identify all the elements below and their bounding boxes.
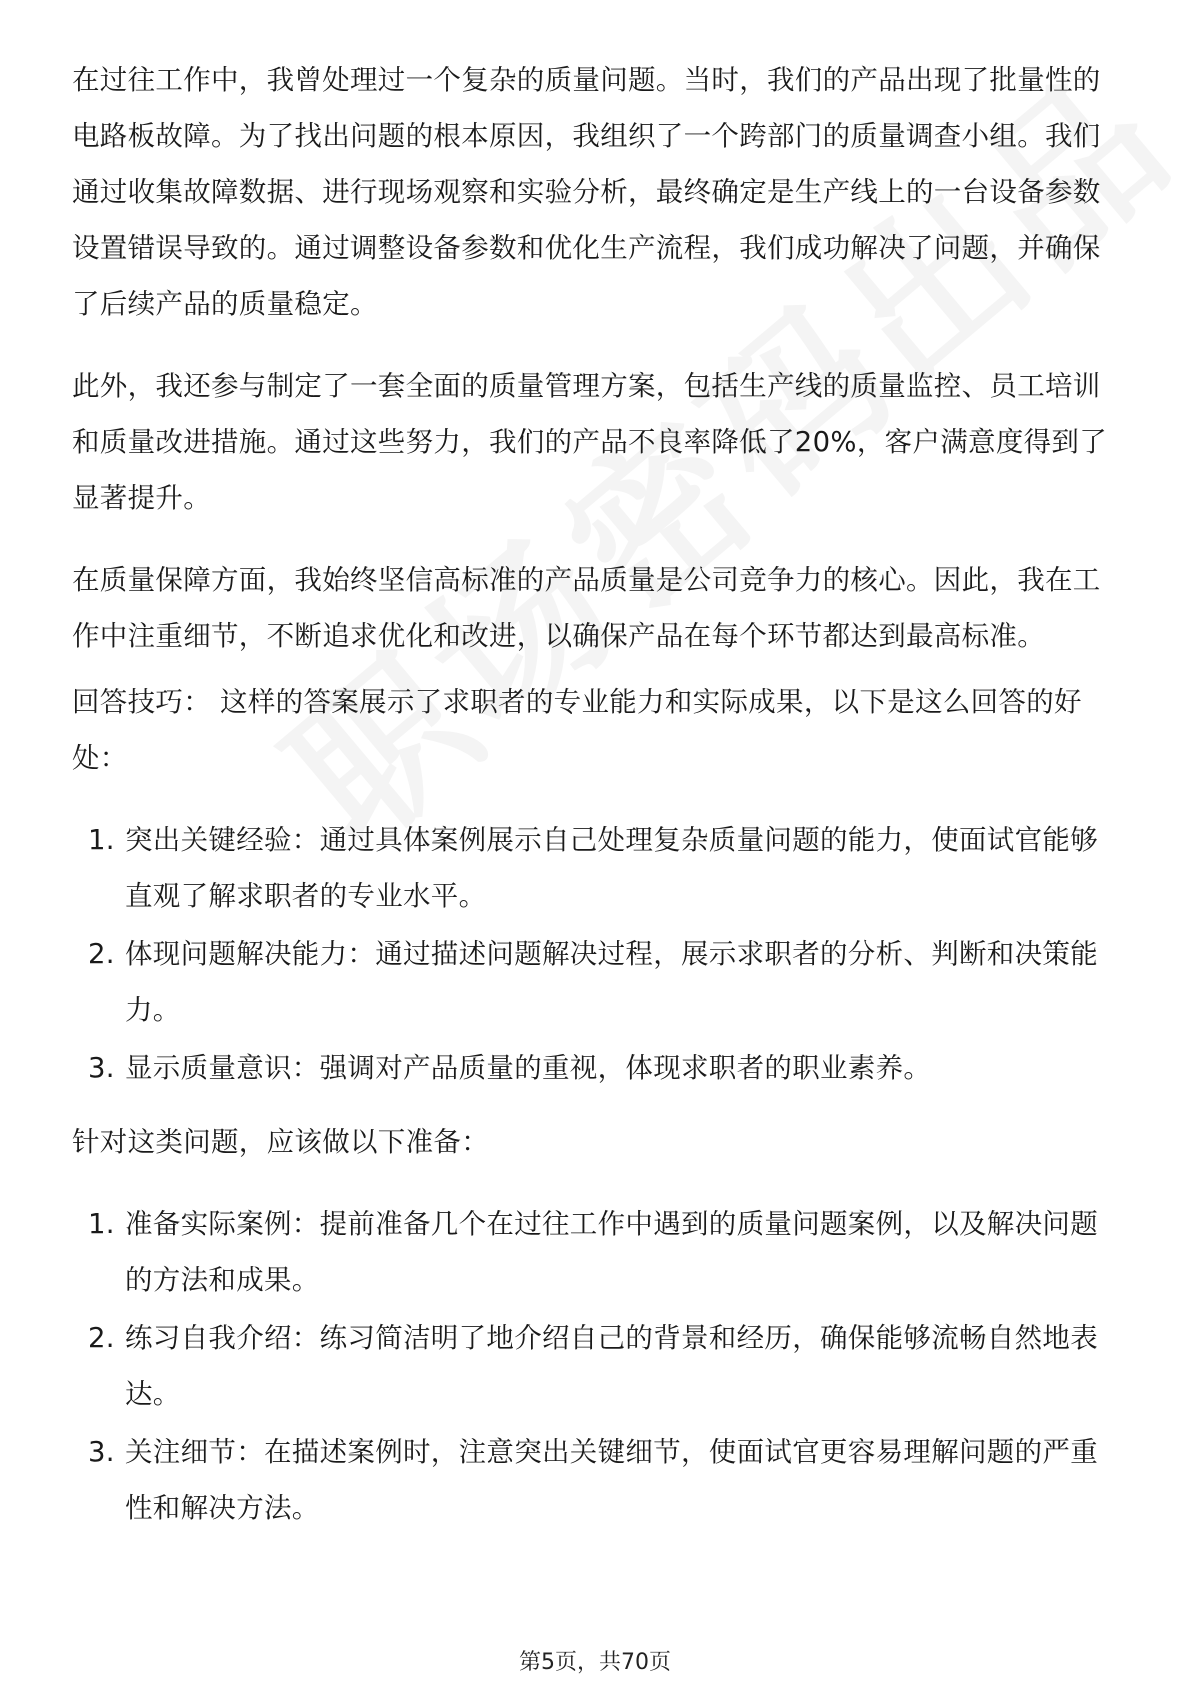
document-body	[72, 52, 1122, 1554]
prep-list	[72, 1196, 1122, 1536]
list-item	[72, 812, 1122, 924]
list-item	[72, 1310, 1122, 1422]
list-text: 突出关键经验：通过具体案例展示自己处理复杂质量问题的能力，使面试官能够直观了解求职者的专业水平。	[125, 824, 1098, 912]
list-text: 显示质量意识：强调对产品质量的重视，体现求职者的职业素养。	[125, 1052, 932, 1084]
prep-intro: 针对这类问题，应该做以下准备：	[72, 1126, 489, 1158]
paragraph-case: 在过往工作中，我曾处理过一个复杂的质量问题。当时，我们的产品出现了批量性的电路板故障。为了找出问题的根本原因，我组织了一个跨部门的质量调查小组。我们通过收集故障数据、进行现场观察和实验分析，最终确定是生产线上的一台设备参数设置错误导致的。通过调整设备参数和优化生产流程，我们成功解决了问题，并确保了后续产品的质量稳定。	[72, 64, 1101, 320]
list-text: 练习自我介绍：练习简洁明了地介绍自己的背景和经历，确保能够流畅自然地表达。	[125, 1322, 1098, 1410]
list-number: 1.	[88, 1208, 115, 1240]
list-number: 3.	[88, 1436, 115, 1468]
list-text: 准备实际案例：提前准备几个在过往工作中遇到的质量问题案例，以及解决问题的方法和成果。	[125, 1208, 1098, 1296]
tips-intro: 回答技巧： 这样的答案展示了求职者的专业能力和实际成果，以下是这么回答的好处：	[72, 686, 1082, 774]
list-number: 2.	[88, 938, 115, 970]
list-item	[72, 1040, 1122, 1096]
paragraph-assurance: 在质量保障方面，我始终坚信高标准的产品质量是公司竞争力的核心。因此，我在工作中注重细节，不断追求优化和改进，以确保产品在每个环节都达到最高标准。	[72, 564, 1101, 652]
list-number: 1.	[88, 824, 115, 856]
paragraph-management: 此外，我还参与制定了一套全面的质量管理方案，包括生产线的质量监控、员工培训和质量改进措施。通过这些努力，我们的产品不良率降低了20%，客户满意度得到了显著提升。	[72, 370, 1108, 514]
list-number: 2.	[88, 1322, 115, 1354]
list-item	[72, 1196, 1122, 1308]
list-text: 体现问题解决能力：通过描述问题解决过程，展示求职者的分析、判断和决策能力。	[125, 938, 1098, 1026]
page-footer: 第5页，共70页	[519, 1650, 671, 1675]
tips-list	[72, 812, 1122, 1096]
list-text: 关注细节：在描述案例时，注意突出关键细节，使面试官更容易理解问题的严重性和解决方法。	[125, 1436, 1098, 1524]
list-number: 3.	[88, 1052, 115, 1084]
list-item	[72, 1424, 1122, 1536]
list-item	[72, 926, 1122, 1038]
